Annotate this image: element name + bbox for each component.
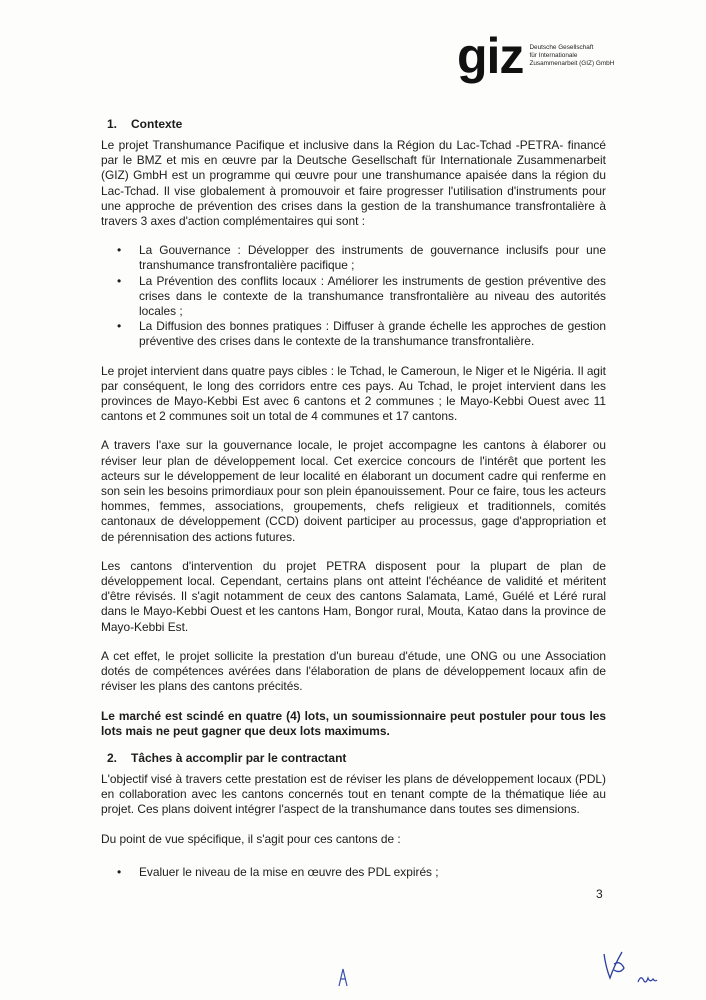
service-request-paragraph: A cet effet, le projet sollicite la prestation d'un bureau d'étude, une ONG ou une Association dotés de compétences avérées dans l'élaboration de plans de développement locaux afin de réviser les plans des cantons précités. [101, 648, 606, 694]
handwritten-signature-mark [636, 970, 658, 986]
countries-paragraph: Le projet intervient dans quatre pays cibles : le Tchad, le Cameroun, le Niger et le Nigéria. Il agit par conséquent, le long des corridors entre ces pays. Au Tchad, le projet intervient dans les provinces de Mayo-Kebbi Est avec 6 cantons et 2 communes ; le Mayo-Kebbi Ouest avec 11 cantons et 2 communes soit un total de 4 communes et 17 cantons. [101, 363, 606, 424]
section-2-heading [101, 751, 606, 766]
governance-paragraph: A travers l'axe sur la gouvernance locale, le projet accompagne les cantons à élaborer ou réviser leur plan de développement local. Cet exercice concours de l'intérêt que portent les acteurs sur le développement de leur localité en élaborant un document cadre qui renferme en son sein les besoins primordiaux pour son plein épanouissement. Pour ce faire, tous les acteurs hommes, femmes, associations, groupements, chefs religieux et traditionnels, comités cantonaux de développement (CCD) doivent participer au processus, gage d'appropriation et de pérennisation des actions futures. [101, 438, 606, 544]
giz-logo-mark: giz [457, 28, 524, 84]
section-2-number: 2. [107, 750, 118, 765]
giz-logo-text [529, 44, 614, 68]
list-item: • La Prévention des conflits locaux : Améliorer les instruments de gestion préventive des crises dans le contexte de la transhumance transfrontalière au niveau des autorités locales ; [101, 274, 606, 320]
section-1-title: Contexte [131, 117, 183, 131]
handwritten-initial-mark [336, 966, 352, 988]
logo-line-3: Zusammenarbeit (GIZ) GmbH [529, 60, 615, 67]
list-item: • La Diffusion des bonnes pratiques : Diffuser à grande échelle les approches de gestion préventive des crises dans le contexte de la transhumance transfrontalière. [101, 319, 606, 349]
specific-objective-intro: Du point de vue spécifique, il s'agit pour ces cantons de : [101, 831, 401, 846]
section-2-title: Tâches à accomplir par le contractant [131, 750, 347, 765]
list-item: • La Gouvernance : Développer des instruments de gouvernance inclusifs pour une transhumance transfrontalière pacifique ; [101, 243, 606, 273]
section-1-heading [101, 117, 606, 132]
list-item: • Evaluer le niveau de la mise en œuvre des PDL expirés ; [101, 865, 606, 880]
section-1-intro: Le projet Transhumance Pacifique et inclusive dans la Région du Lac-Tchad -PETRA- financé par le BMZ et mis en œuvre par la Deutsche Gesellschaft für Internationale Zusammenarbeit (GIZ) GmbH est un programme qui œuvre pour une transhumance apaisée dans la région du Lac-Tchad. Il vise globalement à promouvoir et faire progresser l'utilisation d'instruments pour une approche de prévention des crises dans la gestion de la transhumance transfrontalière à travers 3 axes d'action complémentaires qui sont : [101, 138, 606, 229]
cantons-paragraph: Les cantons d'intervention du projet PETRA disposent pour la plupart de plan de développement local. Cependant, certains plans ont atteint l'échéance de validité et méritent d'être révisés. Il s'agit notamment de ceux des cantons Salamata, Lamé, Guélé et Léré rural dans le Mayo-Kebbi Ouest et les cantons Ham, Bongor rural, Mouta, Katao dans la province de Mayo-Kebbi Est. [101, 558, 606, 634]
section-1-number: 1. [107, 117, 118, 131]
axes-list [101, 243, 606, 349]
document-body [101, 117, 606, 894]
lots-notice: Le marché est scindé en quatre (4) lots, un soumissionnaire peut postuler pour tous les lots mais ne peut gagner que deux lots maximums. [101, 708, 606, 738]
objective-paragraph: L'objectif visé à travers cette prestation est de réviser les plans de développement locaux (PDL) en collaboration avec les cantons concernés tout en tenant compte de la thématique liée au projet. Ces plans doivent intégrer l'aspect de la transhumance dans toutes ses dimensions. [101, 771, 606, 817]
page-number: 3 [596, 887, 603, 901]
tasks-list [101, 865, 606, 880]
handwritten-paraph-mark [600, 948, 630, 982]
giz-logo [457, 28, 615, 84]
logo-line-2: für Internationale [529, 52, 578, 59]
logo-line-1: Deutsche Gesellschaft [529, 44, 594, 51]
